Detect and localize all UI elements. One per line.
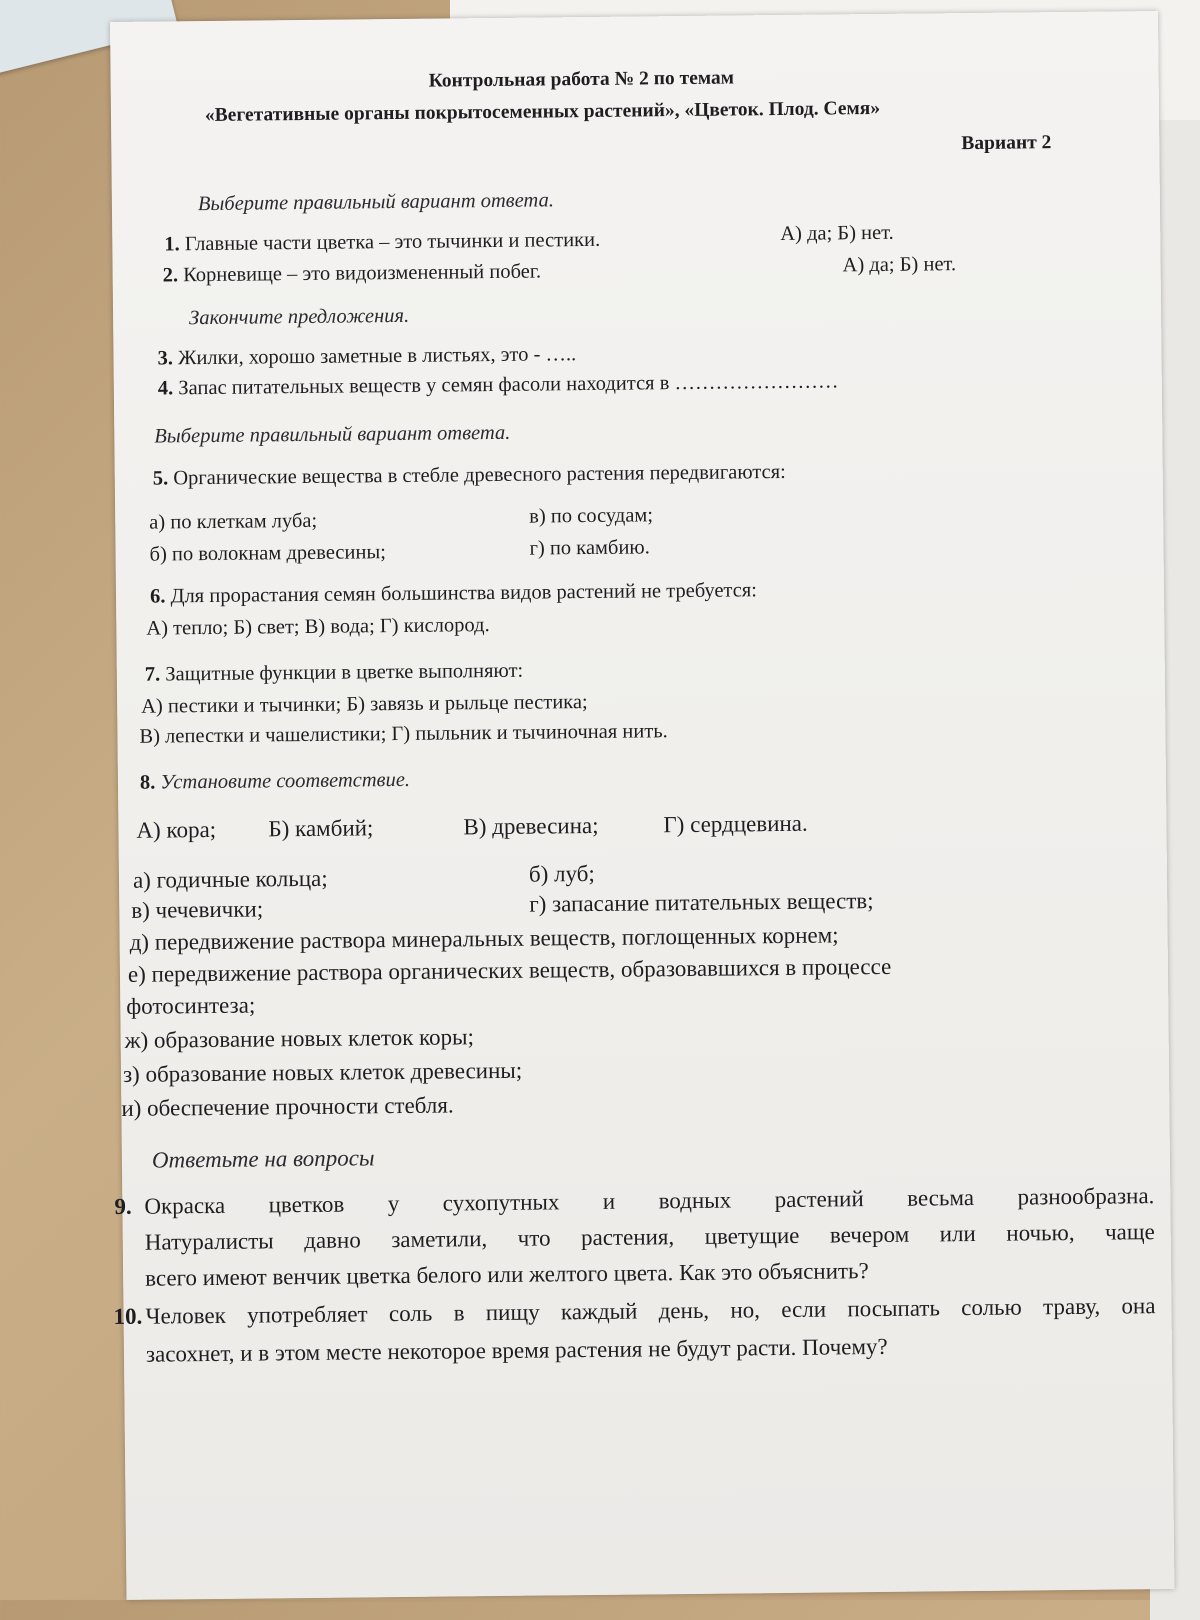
question-text: Для прорастания семян большинства видов растений не требуется: [170,579,758,608]
question-9-line-1: Окраска цветков у сухопутных и водных растений весьма разнообразна. [144,1183,1155,1219]
match-right-v: в) чечевички; [131,896,264,923]
question-number: 4. [157,377,174,400]
variant-label: Вариант 2 [961,132,1052,155]
question-number: 8. [139,771,156,794]
question-3 [157,343,576,370]
question-6-options: А) тепло; Б) свет; В) вода; Г) кислород. [146,614,490,640]
question-1 [164,229,600,257]
match-right-d: д) передвижение раствора минеральных веществ, поглощенных корнем; [129,922,839,955]
question-number: 1. [164,233,180,256]
question-8 [140,769,410,795]
title-line-1: Контрольная работа № 2 по темам [428,67,735,92]
match-right-b: б) луб; [528,860,595,887]
question-number: 7. [144,663,161,686]
question-10-number [113,1304,142,1330]
question-5 [153,461,786,491]
question-number: 9. [114,1193,132,1220]
question-9-line-3: всего имеют венчик цветка белого или желтого цвета. Как это объяснить? [145,1258,869,1291]
question-text: Жилки, хорошо заметные в листьях, это - ….. [177,343,577,370]
option-g: г) по камбию. [529,536,650,560]
match-right-z: з) образование новых клеток древесины; [122,1057,523,1087]
question-text: Главные части цветка – это тычинки и пестики. [184,228,601,256]
question-number: 10. [113,1303,143,1330]
match-left-b: Б) камбий; [268,815,374,842]
question-number: 3. [157,347,174,370]
option-b: б) по волокнам древесины; [149,541,386,566]
match-right-a: а) годичные кольца; [132,865,328,893]
question-2 [163,261,542,288]
question-number: 5. [152,467,169,490]
title-line-2: «Вегетативные органы покрытосеменных растений», «Цветок. Плод. Семя» [204,97,881,127]
option-v: в) по сосудам; [529,504,654,528]
section-answer: Ответьте на вопросы [151,1145,375,1173]
section-choose-2: Выберите правильный вариант ответа. [154,421,511,448]
match-right-g: г) запасание питательных веществ; [529,888,874,917]
question-number: 6. [149,585,166,608]
question-9-line-2: Натуралисты давно заметили, что растения, цветущие вечером или ночью, чаще [144,1219,1155,1255]
question-7 [145,660,524,687]
question-9-number [114,1194,132,1220]
question-10-line-1: Человек употребляет соль в пищу каждый день, но, если посыпать солью траву, она [145,1293,1156,1329]
match-left-v: В) древесина; [463,812,599,840]
question-text: Защитные функции в цветке выполняют: [165,659,524,686]
option-a: а) по клеткам луба; [149,509,318,534]
match-left-g: Г) сердцевина. [663,810,808,838]
question-text: Запас питательных веществ у семян фасоли находится в …………………… [178,370,839,400]
question-7-options-1: А) пестики и тычинки; Б) завязь и рыльце пестика; [141,691,588,718]
match-right-i: и) обеспечение прочности стебля. [121,1092,454,1121]
question-7-options-2: В) лепестки и чашелистики; Г) пыльник и тычиночная нить. [139,720,668,748]
question-2-options: А) да; Б) нет. [842,253,957,277]
question-text: Установите соответствие. [160,768,411,794]
section-finish: Закончите предложения. [188,304,410,330]
match-left-a: А) кора; [136,816,217,843]
match-right-e-cont: фотосинтеза; [126,992,256,1019]
question-text: Корневище – это видоизмененный побег. [183,260,542,287]
question-4 [158,370,839,400]
test-sheet [110,11,1174,1600]
question-number: 2. [162,264,179,287]
section-choose-1: Выберите правильный вариант ответа. [197,189,555,216]
question-1-options: А) да; Б) нет. [780,221,894,245]
match-right-e: е) передвижение раствора органических веществ, образовавшихся в процессе [127,953,892,987]
question-10-line-2: засохнет, и в этом месте некоторое время растения не будут расти. Почему? [145,1333,888,1367]
question-6 [150,579,757,608]
match-right-zh: ж) образование новых клеток коры; [124,1024,475,1053]
question-text: Органические вещества в стебле древесного растения передвигаются: [173,460,786,490]
